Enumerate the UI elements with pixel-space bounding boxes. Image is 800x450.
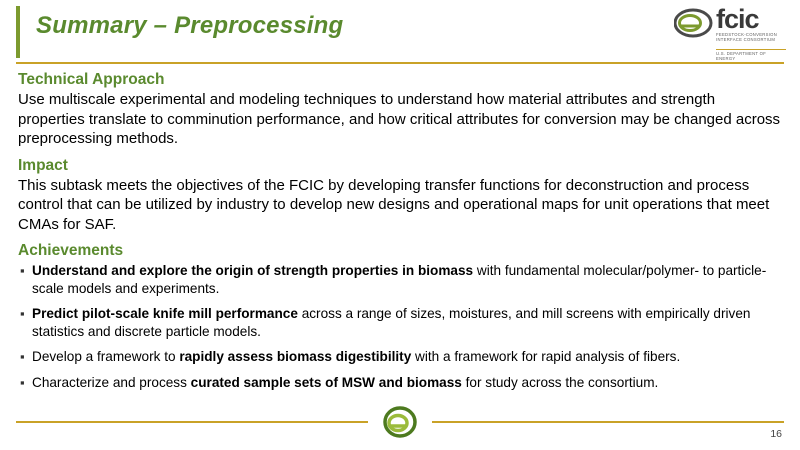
- logo-wordmark: fcic: [716, 4, 759, 34]
- list-item-rest: with a framework for rapid analysis of fibers.: [411, 349, 681, 364]
- list-item-pre: Develop a framework to: [32, 349, 180, 364]
- bullet-glyph: ▪: [20, 306, 25, 321]
- footer-fcic-eye-logo-icon: [376, 404, 424, 440]
- list-item: [18, 305, 784, 340]
- footer-divider-left: [16, 421, 368, 423]
- list-item: [18, 262, 784, 297]
- title-accent-bar: [16, 6, 20, 58]
- logo-subtitle: FEEDSTOCK-CONVERSION INTERFACE CONSORTIUM: [716, 32, 778, 43]
- page-title: Summary – Preprocessing: [36, 12, 344, 39]
- list-item-lead: curated sample sets of MSW and biomass: [190, 374, 462, 390]
- page-number: 16: [770, 428, 782, 440]
- section-text-technical-approach: Use multiscale experimental and modeling techniques to understand how material attributes and strength properties translate to comminution performance, and how critical attributes for conversion may be changed across preprocessing methods.: [18, 91, 781, 147]
- fcic-eye-logo-icon: [674, 6, 714, 40]
- section-text-impact: This subtask meets the objectives of the FCIC by developing transfer functions for deconstruction and process control that can be utilized by industry to develop new designs and operational maps for unit operations that meet CMAs for SAF.: [18, 176, 770, 233]
- bullet-glyph: ▪: [20, 349, 25, 364]
- bullet-glyph: ▪: [20, 374, 25, 390]
- logo-agency: U.S. DEPARTMENT OF ENERGY: [716, 51, 767, 61]
- achievements-list: [18, 262, 784, 391]
- list-item-lead: Predict pilot-scale knife mill performance: [32, 306, 298, 321]
- list-item-lead: rapidly assess biomass digestibility: [179, 349, 412, 364]
- logo-divider: [716, 49, 786, 50]
- bullet-glyph: ▪: [20, 263, 25, 278]
- fcic-logo: [674, 4, 786, 60]
- section-heading-technical-approach: Technical Approach: [18, 71, 165, 88]
- list-item-pre: Characterize and process: [32, 374, 191, 390]
- list-item-rest: with fundamental molecular/polymer- to particle-scale models and experiments.: [32, 263, 767, 296]
- list-item: [18, 348, 784, 366]
- section-heading-impact: Impact: [18, 156, 68, 174]
- slide-body: [18, 70, 784, 399]
- footer-divider-right: [432, 421, 784, 423]
- list-item: [18, 374, 784, 392]
- header-divider: [16, 62, 784, 64]
- list-item-rest: across a range of sizes, moistures, and mill screens with empirically driven statistics and discrete particle models.: [32, 306, 751, 339]
- list-item-lead: Understand and explore the origin of strength properties in biomass: [32, 263, 474, 278]
- section-heading-achievements: Achievements: [18, 242, 124, 259]
- list-item-rest: for study across the consortium.: [461, 374, 659, 390]
